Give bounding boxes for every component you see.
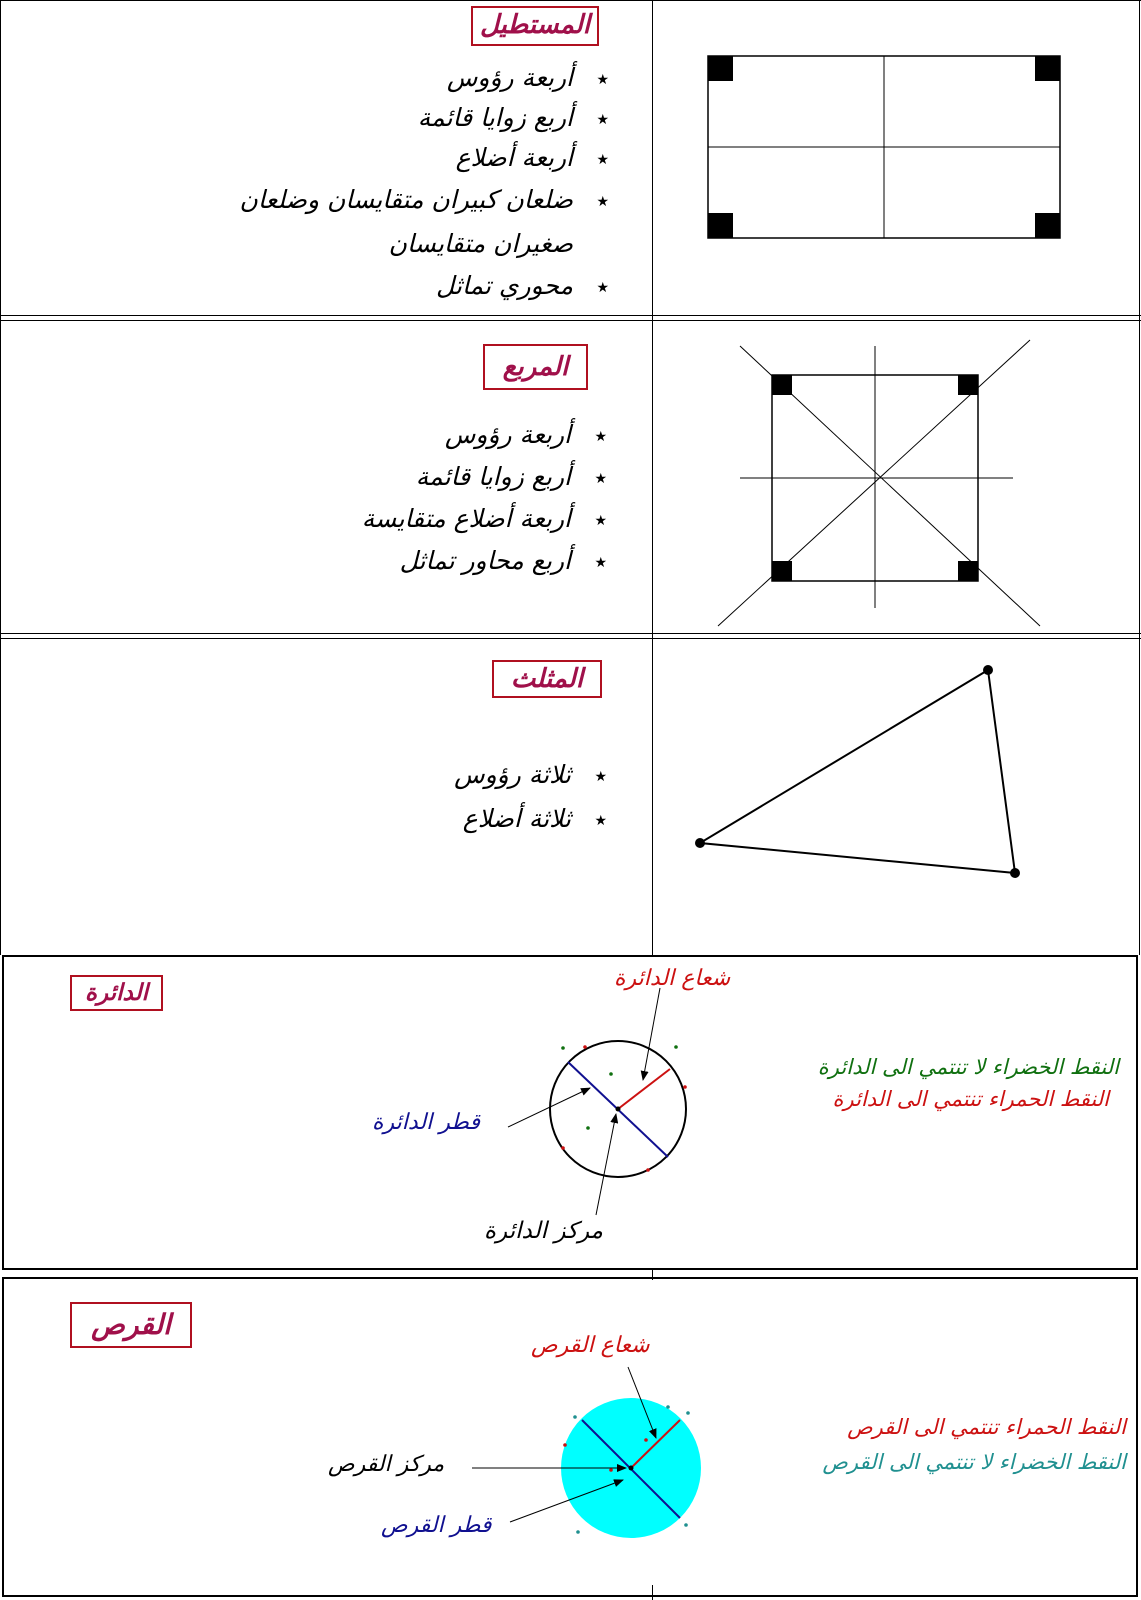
circle-title: الدائرة <box>70 975 163 1011</box>
star-icon: ★ <box>596 194 609 210</box>
star-icon: ★ <box>594 555 607 571</box>
list-item: ★ ثلاثة رؤوس <box>311 753 611 797</box>
star-icon: ★ <box>596 112 609 128</box>
list-item: ★ أربعة أضلاع متقايسة <box>171 498 611 540</box>
star-icon: ★ <box>594 813 607 829</box>
disc-title: القرص <box>70 1302 192 1348</box>
star-icon: ★ <box>594 513 607 529</box>
list-item: ★ محوري تماثل <box>173 266 613 306</box>
star-icon: ★ <box>594 471 607 487</box>
disc-center-label: مركز القرص <box>328 1452 445 1477</box>
diameter-label: قطر الدائرة <box>372 1110 480 1135</box>
star-icon: ★ <box>596 280 609 296</box>
center-label: مركز الدائرة <box>484 1218 603 1244</box>
disc-green-note: النقط الخضراء لا تنتمي الى القرص <box>822 1450 1126 1474</box>
list-item: ★ ضلعان كبيران متقايسان وضلعان صغيران متقايسان <box>173 178 613 266</box>
triangle-title: المثلث <box>492 660 602 698</box>
list-item: ★ أربع زوايا قائمة <box>171 456 611 498</box>
star-icon: ★ <box>596 152 609 168</box>
circle-green-note: النقط الخضراء لا تنتمي الى الدائرة <box>817 1055 1119 1079</box>
star-icon: ★ <box>594 769 607 785</box>
list-item: ★ أربعة رؤوس <box>173 58 613 98</box>
list-item: ★ أربعة رؤوس <box>171 414 611 456</box>
disc-diameter-label: قطر القرص <box>381 1513 492 1538</box>
circle-red-note: النقط الحمراء تنتمي الى الدائرة <box>832 1087 1109 1111</box>
disc-radius-label: شعاع القرص <box>531 1333 650 1358</box>
radius-label: شعاع الدائرة <box>614 966 731 991</box>
star-icon: ★ <box>594 429 607 445</box>
list-item: ★ ثلاثة أضلاع <box>311 797 611 841</box>
star-icon: ★ <box>596 72 609 88</box>
rectangle-title: المستطيل <box>471 6 599 46</box>
list-item: ★ أربع زوايا قائمة <box>173 98 613 138</box>
list-item: ★ أربعة أضلاع <box>173 138 613 178</box>
square-title: المربع <box>483 344 588 390</box>
disc-red-note: النقط الحمراء تنتمي الى القرص <box>847 1415 1126 1439</box>
list-item: ★ أربع محاور تماثل <box>171 540 611 582</box>
